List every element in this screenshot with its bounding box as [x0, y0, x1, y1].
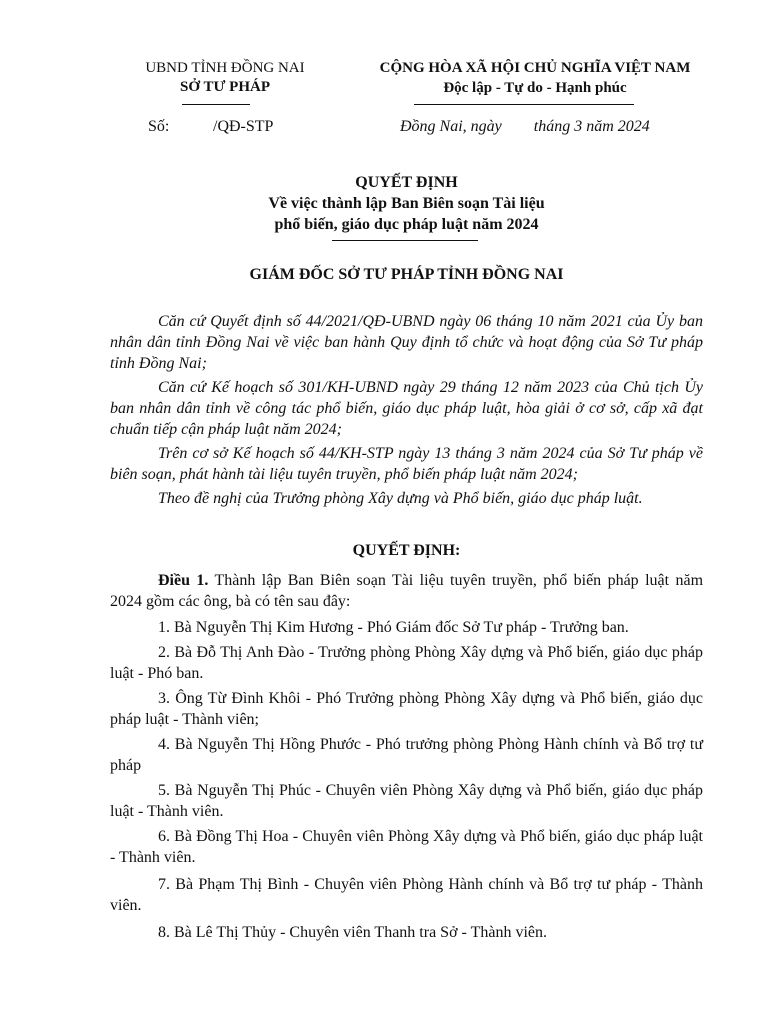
member-item-4: 4. Bà Nguyễn Thị Hồng Phước - Phó trưởng phòng Phòng Hành chính và Bổ trợ tư pháp — [110, 736, 703, 774]
preamble-paragraph-1: Căn cứ Quyết định số 44/2021/QĐ-UBND ngày 06 tháng 10 năm 2021 của Ủy ban nhân dân tỉnh Đồng Nai về việc ban hành Quy định tổ chức và hoạt động của Sở Tư pháp tỉnh Đồng Nai; — [110, 313, 703, 372]
agency-underline — [182, 104, 250, 105]
preamble-paragraph-4: Theo đề nghị của Trưởng phòng Xây dựng và Phổ biến, giáo dục pháp luật. — [158, 490, 643, 507]
decision-title: QUYẾT ĐỊNH — [355, 174, 458, 191]
article-1-text: Thành lập Ban Biên soạn Tài liệu tuyên truyền, phổ biến pháp luật năm 2024 gồm các ông, bà có tên sau đây: — [110, 572, 704, 610]
member-item-6: 6. Bà Đồng Thị Hoa - Chuyên viên Phòng Xây dựng và Phổ biến, giáo dục pháp luật - Thành viên. — [110, 828, 703, 866]
document-number-code: /QĐ-STP — [213, 118, 274, 135]
agency-parent: UBND TỈNH ĐỒNG NAI — [145, 60, 305, 76]
member-item-7: 7. Bà Phạm Thị Bình - Chuyên viên Phòng Hành chính và Bổ trợ tư pháp - Thành viên. — [110, 876, 703, 914]
national-title: CỘNG HÒA XÃ HỘI CHỦ NGHĨA VIỆT NAM — [379, 60, 691, 76]
document-number-label: Số: — [148, 118, 170, 135]
national-motto: Độc lập - Tự do - Hạnh phúc — [443, 80, 627, 96]
place-date: Đồng Nai, ngày tháng 3 năm 2024 — [400, 118, 650, 135]
article-1 — [110, 570, 703, 612]
agency-name: SỞ TƯ PHÁP — [179, 79, 270, 95]
member-item-2: 2. Bà Đỗ Thị Anh Đào - Trưởng phòng Phòng Xây dựng và Phổ biến, giáo dục pháp luật - Phó ban. — [110, 644, 703, 682]
authority-heading: GIÁM ĐỐC SỞ TƯ PHÁP TỈNH ĐỒNG NAI — [249, 266, 564, 283]
decision-subject-line2: phổ biến, giáo dục pháp luật năm 2024 — [274, 216, 539, 233]
article-1-label: Điều 1. — [158, 572, 209, 589]
member-item-3: 3. Ông Từ Đình Khôi - Phó Trưởng phòng Phòng Xây dựng và Phổ biến, giáo dục pháp luật - Thành viên; — [110, 690, 703, 728]
member-item-8: 8. Bà Lê Thị Thủy - Chuyên viên Thanh tra Sở - Thành viên. — [158, 924, 547, 941]
preamble-paragraph-2: Căn cứ Kế hoạch số 301/KH-UBND ngày 29 tháng 12 năm 2023 của Chủ tịch Ủy ban nhân dân tỉnh về công tác phổ biến, giáo dục pháp luật, hòa giải ở cơ sở, cấp xã đạt chuẩn tiếp cận pháp luật năm 2024; — [110, 379, 703, 438]
member-item-1: 1. Bà Nguyễn Thị Kim Hương - Phó Giám đốc Sở Tư pháp - Trưởng ban. — [158, 619, 629, 636]
member-item-5: 5. Bà Nguyễn Thị Phúc - Chuyên viên Phòng Xây dựng và Phổ biến, giáo dục pháp luật - Thành viên. — [110, 782, 703, 820]
decision-heading: QUYẾT ĐỊNH: — [352, 542, 461, 559]
motto-underline — [414, 104, 634, 105]
title-underline — [332, 240, 478, 241]
decision-subject-line1: Về việc thành lập Ban Biên soạn Tài liệu — [268, 195, 545, 212]
preamble-paragraph-3: Trên cơ sở Kế hoạch số 44/KH-STP ngày 13 tháng 3 năm 2024 của Sở Tư pháp về biên soạn, phát hành tài liệu tuyên truyền, phổ biến pháp luật năm 2024; — [110, 445, 703, 483]
